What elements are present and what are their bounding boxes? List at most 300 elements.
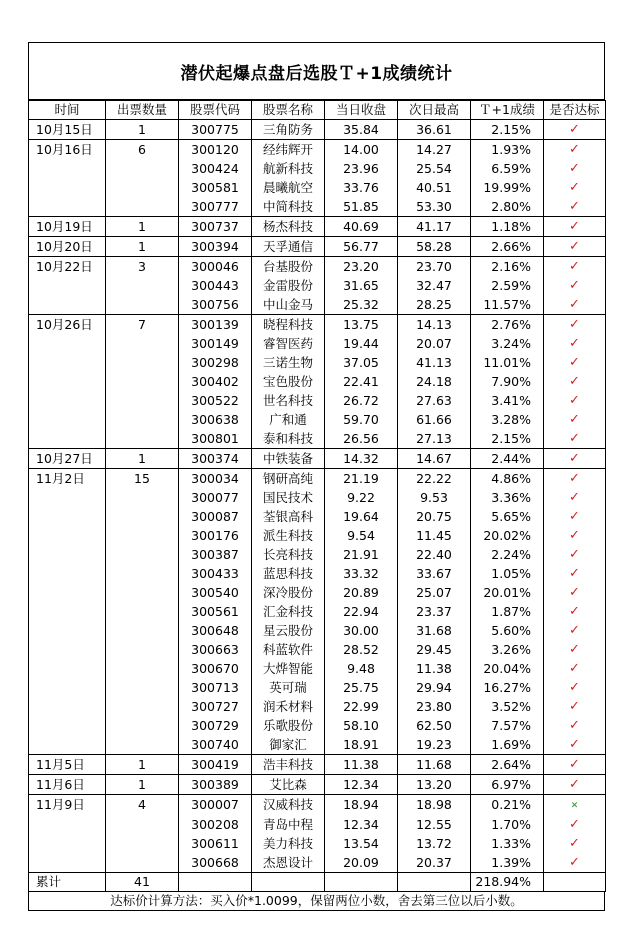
row-date [29,295,106,315]
check-icon: ✓ [569,836,580,851]
table-row [29,564,606,583]
check-icon: ✓ [569,604,580,619]
row-code: 300729 [179,716,252,735]
check-icon: ✓ [569,431,580,446]
row-name: 润禾材料 [252,697,325,716]
row-date [29,178,106,197]
row-status [544,795,606,816]
check-icon: ✓ [569,219,580,234]
row-status [544,276,606,295]
table-row [29,276,606,295]
row-date [29,564,106,583]
row-count: 4 [106,795,179,816]
row-high: 19.23 [398,735,471,755]
row-date [29,429,106,449]
row-status [544,410,606,429]
row-name: 英可瑞 [252,678,325,697]
row-date: 10月22日 [29,257,106,277]
row-code: 300737 [179,217,252,237]
row-count [106,391,179,410]
row-status [544,257,606,277]
check-icon: ✓ [569,161,580,176]
row-close: 11.38 [325,755,398,775]
row-name: 泰和科技 [252,429,325,449]
row-count [106,353,179,372]
row-code: 300387 [179,545,252,564]
row-t1-pct: 20.01% [471,583,544,602]
row-count [106,621,179,640]
row-code: 300374 [179,449,252,469]
row-t1-pct: 3.52% [471,697,544,716]
row-close: 31.65 [325,276,398,295]
row-code: 300443 [179,276,252,295]
row-date [29,678,106,697]
row-close: 18.94 [325,795,398,816]
row-status [544,178,606,197]
check-icon: ✓ [569,336,580,351]
row-name: 航新科技 [252,159,325,178]
row-high: 13.20 [398,775,471,795]
row-t1-pct: 2.59% [471,276,544,295]
check-icon: ✓ [569,661,580,676]
row-t1-pct: 6.59% [471,159,544,178]
header-row [29,101,606,120]
row-t1-pct: 1.93% [471,140,544,160]
row-code: 300727 [179,697,252,716]
row-high: 32.47 [398,276,471,295]
row-count: 15 [106,469,179,489]
row-status [544,834,606,853]
row-date: 11月5日 [29,755,106,775]
row-count [106,697,179,716]
row-high: 61.66 [398,410,471,429]
check-icon: ✓ [569,680,580,695]
row-close: 23.20 [325,257,398,277]
row-t1-pct: 2.44% [471,449,544,469]
row-count [106,583,179,602]
table-row [29,237,606,257]
row-name: 经纬辉开 [252,140,325,160]
total-empty [325,873,398,892]
row-close: 22.41 [325,372,398,391]
row-code: 300663 [179,640,252,659]
check-icon: ✓ [569,451,580,466]
table-row [29,372,606,391]
row-status [544,217,606,237]
row-high: 18.98 [398,795,471,816]
table-row [29,755,606,775]
table-row [29,853,606,873]
row-close: 51.85 [325,197,398,217]
row-count [106,602,179,621]
row-count [106,678,179,697]
row-status [544,372,606,391]
total-empty [179,873,252,892]
row-close: 23.96 [325,159,398,178]
row-high: 27.13 [398,429,471,449]
check-icon: ✓ [569,623,580,638]
row-date [29,697,106,716]
row-code: 300120 [179,140,252,160]
check-icon: ✓ [569,393,580,408]
row-t1-pct: 1.05% [471,564,544,583]
check-icon: ✓ [569,142,580,157]
row-close: 14.00 [325,140,398,160]
row-high: 23.80 [398,697,471,716]
row-t1-pct: 1.33% [471,834,544,853]
row-close: 30.00 [325,621,398,640]
row-date [29,853,106,873]
check-icon: ✓ [569,528,580,543]
row-date [29,197,106,217]
row-close: 25.75 [325,678,398,697]
row-status [544,545,606,564]
row-close: 12.34 [325,775,398,795]
row-status [544,735,606,755]
row-status [544,697,606,716]
row-t1-pct: 7.90% [471,372,544,391]
row-close: 33.76 [325,178,398,197]
check-icon: ✓ [569,317,580,332]
row-date [29,735,106,755]
footnote: 达标价计算方法：买入价*1.0099，保留两位小数，舍去第三位以后小数。 [28,892,605,911]
row-high: 36.61 [398,120,471,140]
row-t1-pct: 3.26% [471,640,544,659]
row-code: 300670 [179,659,252,678]
row-high: 14.13 [398,315,471,335]
row-count: 3 [106,257,179,277]
cross-icon: ✕ [570,801,579,811]
row-high: 9.53 [398,488,471,507]
row-t1-pct: 11.57% [471,295,544,315]
row-status [544,716,606,735]
row-date: 10月16日 [29,140,106,160]
row-date [29,334,106,353]
row-code: 300611 [179,834,252,853]
row-count [106,526,179,545]
row-name: 晨曦航空 [252,178,325,197]
row-high: 41.13 [398,353,471,372]
row-t1-pct: 2.15% [471,120,544,140]
row-count [106,429,179,449]
row-t1-pct: 2.15% [471,429,544,449]
row-high: 20.75 [398,507,471,526]
row-code: 300801 [179,429,252,449]
row-code: 300522 [179,391,252,410]
row-status [544,678,606,697]
header-count: 出票数量 [106,101,179,120]
table-row [29,640,606,659]
row-status [544,429,606,449]
table-row [29,353,606,372]
row-name: 睿智医药 [252,334,325,353]
row-count [106,159,179,178]
row-code: 300034 [179,469,252,489]
row-date [29,507,106,526]
row-close: 40.69 [325,217,398,237]
row-date: 10月19日 [29,217,106,237]
row-high: 23.70 [398,257,471,277]
check-icon: ✓ [569,855,580,870]
total-count: 41 [106,873,179,892]
row-name: 国民技术 [252,488,325,507]
check-icon: ✓ [569,585,580,600]
row-name: 荃银高科 [252,507,325,526]
row-code: 300648 [179,621,252,640]
header-code: 股票代码 [179,101,252,120]
check-icon: ✓ [569,278,580,293]
check-icon: ✓ [569,509,580,524]
row-name: 世名科技 [252,391,325,410]
row-close: 21.91 [325,545,398,564]
row-high: 12.55 [398,815,471,834]
row-name: 三角防务 [252,120,325,140]
row-count [106,659,179,678]
row-close: 33.32 [325,564,398,583]
check-icon: ✓ [569,566,580,581]
row-count [106,197,179,217]
row-count [106,178,179,197]
row-count [106,640,179,659]
row-count: 7 [106,315,179,335]
row-status [544,469,606,489]
row-t1-pct: 4.86% [471,469,544,489]
row-high: 25.54 [398,159,471,178]
row-t1-pct: 2.24% [471,545,544,564]
row-date [29,410,106,429]
table-row [29,315,606,335]
row-date [29,488,106,507]
table-row [29,678,606,697]
row-status [544,853,606,873]
row-name: 星云股份 [252,621,325,640]
row-close: 9.54 [325,526,398,545]
row-count: 1 [106,237,179,257]
row-status [544,159,606,178]
row-close: 59.70 [325,410,398,429]
row-status [544,526,606,545]
row-status [544,621,606,640]
row-count: 1 [106,449,179,469]
row-count [106,334,179,353]
row-count [106,276,179,295]
row-name: 台基股份 [252,257,325,277]
row-name: 派生科技 [252,526,325,545]
row-name: 大烨智能 [252,659,325,678]
row-high: 58.28 [398,237,471,257]
row-count [106,295,179,315]
row-name: 杰恩设计 [252,853,325,873]
table-row [29,217,606,237]
row-status [544,583,606,602]
row-date: 11月6日 [29,775,106,795]
row-t1-pct: 1.70% [471,815,544,834]
row-code: 300775 [179,120,252,140]
row-status [544,237,606,257]
table-row [29,815,606,834]
row-status [544,815,606,834]
row-date: 11月9日 [29,795,106,816]
row-code: 300402 [179,372,252,391]
total-pct: 218.94% [471,873,544,892]
row-status [544,197,606,217]
row-date [29,526,106,545]
row-code: 300540 [179,583,252,602]
row-high: 53.30 [398,197,471,217]
table-row [29,621,606,640]
row-close: 19.44 [325,334,398,353]
row-count [106,488,179,507]
row-name: 乐歌股份 [252,716,325,735]
row-status [544,120,606,140]
check-icon: ✓ [569,355,580,370]
check-icon: ✓ [569,471,580,486]
row-status [544,602,606,621]
table-row [29,834,606,853]
row-code: 300561 [179,602,252,621]
row-code: 300777 [179,197,252,217]
row-close: 12.34 [325,815,398,834]
check-icon: ✓ [569,490,580,505]
check-icon: ✓ [569,180,580,195]
total-label: 累计 [29,873,106,892]
row-date: 10月15日 [29,120,106,140]
table-row [29,178,606,197]
row-date: 10月27日 [29,449,106,469]
table-row [29,257,606,277]
row-high: 29.45 [398,640,471,659]
row-name: 杨杰科技 [252,217,325,237]
row-name: 广和通 [252,410,325,429]
total-row [29,873,606,892]
row-status [544,334,606,353]
row-code: 300389 [179,775,252,795]
row-count [106,815,179,834]
header-date: 时间 [29,101,106,120]
check-icon: ✓ [569,259,580,274]
row-code: 300740 [179,735,252,755]
table-row [29,735,606,755]
row-name: 科蓝软件 [252,640,325,659]
results-table [28,100,606,892]
table-row [29,507,606,526]
row-high: 11.38 [398,659,471,678]
table-row [29,449,606,469]
row-code: 300007 [179,795,252,816]
table-row [29,602,606,621]
row-count [106,716,179,735]
row-count: 1 [106,755,179,775]
row-high: 22.40 [398,545,471,564]
row-name: 长亮科技 [252,545,325,564]
row-count: 6 [106,140,179,160]
total-empty [252,873,325,892]
row-status [544,659,606,678]
row-count [106,545,179,564]
row-date [29,621,106,640]
row-status [544,507,606,526]
row-high: 20.37 [398,853,471,873]
row-code: 300424 [179,159,252,178]
row-date [29,659,106,678]
row-status [544,315,606,335]
row-t1-pct: 2.80% [471,197,544,217]
row-high: 14.67 [398,449,471,469]
table-row [29,295,606,315]
row-name: 金雷股份 [252,276,325,295]
check-icon: ✓ [569,718,580,733]
check-icon: ✓ [569,547,580,562]
row-status [544,449,606,469]
row-name: 艾比森 [252,775,325,795]
row-high: 31.68 [398,621,471,640]
row-code: 300087 [179,507,252,526]
row-status [544,295,606,315]
row-name: 蓝思科技 [252,564,325,583]
header-high: 次日最高 [398,101,471,120]
row-code: 300756 [179,295,252,315]
check-icon: ✓ [569,199,580,214]
row-date: 10月20日 [29,237,106,257]
row-name: 美力科技 [252,834,325,853]
row-high: 13.72 [398,834,471,853]
row-close: 28.52 [325,640,398,659]
row-t1-pct: 2.76% [471,315,544,335]
row-t1-pct: 19.99% [471,178,544,197]
row-t1-pct: 3.28% [471,410,544,429]
row-t1-pct: 3.24% [471,334,544,353]
row-close: 18.91 [325,735,398,755]
row-status [544,391,606,410]
row-name: 天孚通信 [252,237,325,257]
row-status [544,640,606,659]
row-date: 11月2日 [29,469,106,489]
row-close: 22.99 [325,697,398,716]
row-high: 27.63 [398,391,471,410]
row-code: 300433 [179,564,252,583]
table-row [29,488,606,507]
row-close: 56.77 [325,237,398,257]
row-status [544,755,606,775]
row-code: 300176 [179,526,252,545]
row-date [29,391,106,410]
row-close: 26.72 [325,391,398,410]
row-count [106,507,179,526]
table-row [29,697,606,716]
row-name: 中铁装备 [252,449,325,469]
row-high: 40.51 [398,178,471,197]
row-date [29,545,106,564]
row-high: 33.67 [398,564,471,583]
check-icon: ✓ [569,642,580,657]
check-icon: ✓ [569,239,580,254]
row-high: 11.45 [398,526,471,545]
table-row [29,659,606,678]
row-name: 浩丰科技 [252,755,325,775]
check-icon: ✓ [569,699,580,714]
table-row [29,410,606,429]
row-code: 300668 [179,853,252,873]
check-icon: ✓ [569,817,580,832]
row-close: 58.10 [325,716,398,735]
row-count: 1 [106,775,179,795]
header-name: 股票名称 [252,101,325,120]
row-name: 深冷股份 [252,583,325,602]
row-code: 300394 [179,237,252,257]
row-close: 19.64 [325,507,398,526]
row-count [106,834,179,853]
row-high: 23.37 [398,602,471,621]
